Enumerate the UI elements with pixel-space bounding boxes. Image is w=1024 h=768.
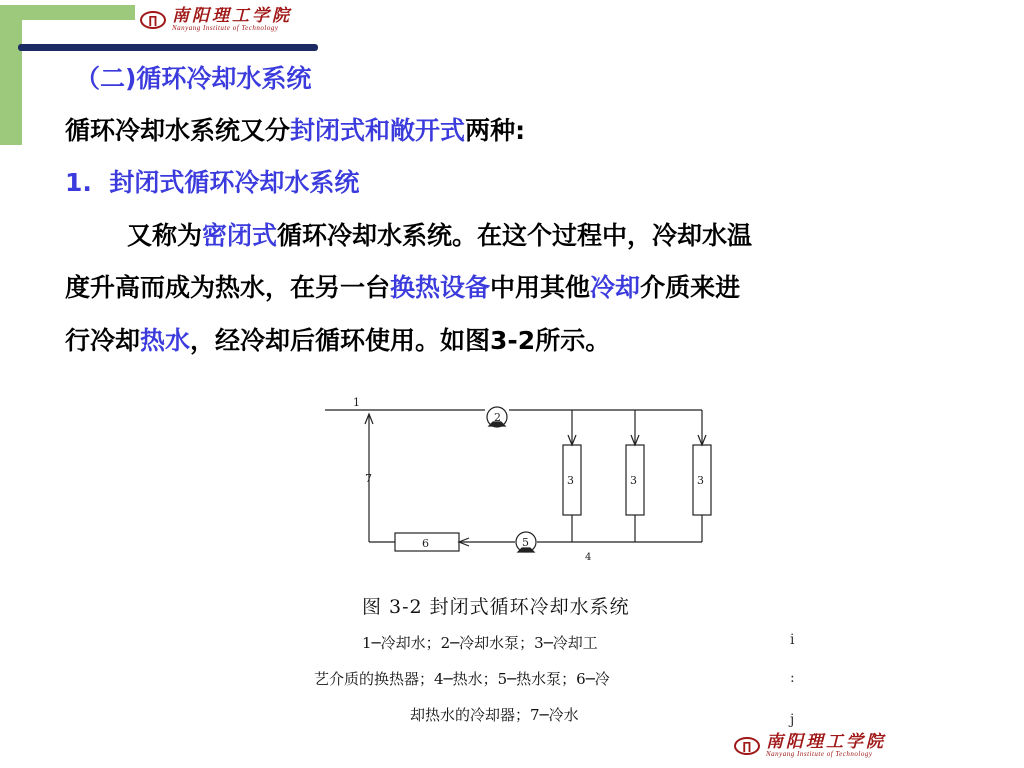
logo-english-name: Nanyang Institute of Technology xyxy=(172,24,279,32)
intro-line xyxy=(65,116,525,146)
logo-english-name: Nanyang Institute of Technology xyxy=(766,750,873,758)
figure-legend-line-3: 却热水的冷却器；7─冷水 xyxy=(410,706,579,724)
cropped-text-fragment-2: : xyxy=(790,670,795,686)
university-logo-top xyxy=(140,8,292,32)
cropped-text-fragment-3: j xyxy=(790,712,795,728)
figure-caption-title: 图 3-2 封闭式循环冷却水系统 xyxy=(362,596,630,618)
exchanger-2-label: 3 xyxy=(630,474,637,487)
figure-legend-line-2: 艺介质的换热器；4─热水；5─热水泵；6─冷 xyxy=(314,670,610,688)
university-emblem-icon: ∏ xyxy=(140,11,166,29)
section-heading: （二)循环冷却水系统 xyxy=(75,64,312,93)
label-5: 5 xyxy=(522,536,529,549)
label-7: 7 xyxy=(365,472,372,485)
para2-suffix: 介质来进 xyxy=(640,273,741,302)
para3-suffix: ，经冷却后循环使用。如图3-2所示。 xyxy=(190,326,611,355)
para1-suffix: 循环冷却水系统。在这个过程中，冷却水温 xyxy=(277,221,753,250)
exchanger-3-label: 3 xyxy=(697,474,704,487)
logo-chinese-name: 南阳理工学院 xyxy=(172,6,292,26)
subsection-heading xyxy=(65,168,359,198)
para2-highlight-2: 冷却 xyxy=(590,273,641,302)
para1-highlight: 密闭式 xyxy=(202,221,278,250)
intro-open-type: 敞开式 xyxy=(390,116,466,145)
intro-connector: 和 xyxy=(365,116,391,145)
para2-middle: 中用其他 xyxy=(490,273,591,302)
university-emblem-icon: ∏ xyxy=(734,737,760,755)
intro-suffix: 两种: xyxy=(465,116,526,145)
header-rule xyxy=(18,44,318,51)
subsection-title: 封闭式循环冷却水系统 xyxy=(109,168,360,197)
para1-prefix: 又称为 xyxy=(127,221,203,250)
label-2: 2 xyxy=(494,411,501,424)
intro-closed-type: 封闭式 xyxy=(290,116,366,145)
para2-highlight-1: 换热设备 xyxy=(390,273,491,302)
para3-prefix: 行冷却 xyxy=(65,326,141,355)
subsection-number: 1. xyxy=(65,168,92,197)
university-logo-bottom xyxy=(734,734,886,758)
cropped-text-fragment-1: i xyxy=(790,632,795,648)
para2-prefix: 度升高而成为热水，在另一台 xyxy=(65,273,391,302)
logo-chinese-name: 南阳理工学院 xyxy=(766,732,886,752)
figure-legend-line-1: 1─冷却水；2─冷却水泵；3─冷却工 xyxy=(362,634,598,652)
para3-highlight: 热水 xyxy=(140,326,191,355)
paragraph-line-2 xyxy=(65,273,740,303)
exchanger-1-label: 3 xyxy=(567,474,574,487)
label-6: 6 xyxy=(422,537,429,550)
label-1: 1 xyxy=(353,396,360,409)
paragraph-line-3 xyxy=(65,326,610,356)
label-4: 4 xyxy=(585,552,592,563)
intro-prefix: 循环冷却水系统又分 xyxy=(65,116,291,145)
paragraph-line-1 xyxy=(127,221,752,251)
closed-cooling-loop-diagram xyxy=(325,390,735,570)
